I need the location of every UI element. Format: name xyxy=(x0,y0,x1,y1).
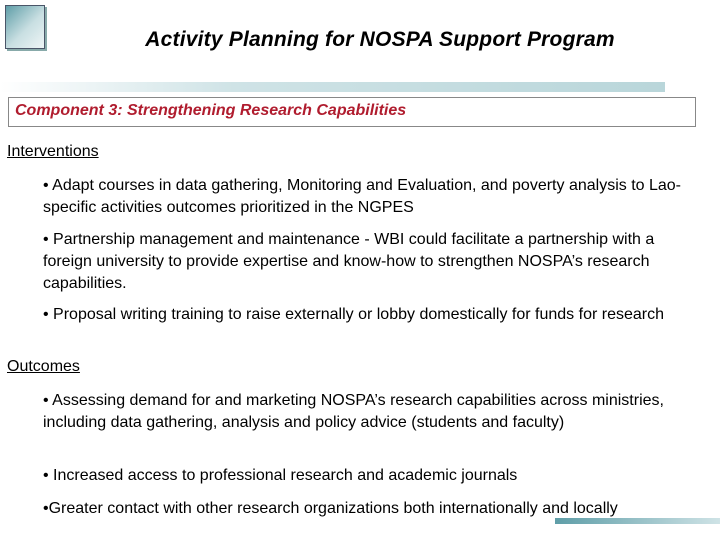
slide-title: Activity Planning for NOSPA Support Program xyxy=(145,28,615,51)
outcome-item-3: •Greater contact with other research organizations both internationally and locally xyxy=(43,500,618,517)
outcomes-heading: Outcomes xyxy=(7,358,80,375)
outcome-item-1: • Assessing demand for and marketing NOSPA’s research capabilities across ministries, including data gathering, analysis and policy advice (students and faculty) xyxy=(43,392,664,431)
intervention-item-2: • Partnership management and maintenance - WBI could facilitate a partnership with a foreign university to provide expertise and know-how to strengthen NOSPA’s research capabilities. xyxy=(43,231,655,292)
component-title: Component 3: Strengthening Research Capabilities xyxy=(15,102,407,119)
intervention-item-3: • Proposal writing training to raise externally or lobby domestically for funds for research xyxy=(43,306,664,323)
outcome-item-2: • Increased access to professional research and academic journals xyxy=(43,467,518,484)
interventions-heading: Interventions xyxy=(7,143,99,160)
bottom-decoration-bar xyxy=(555,518,720,524)
intervention-item-1: • Adapt courses in data gathering, Monitoring and Evaluation, and poverty analysis to Lao-specific activities outcomes prioritized in the NGPES xyxy=(43,177,681,216)
